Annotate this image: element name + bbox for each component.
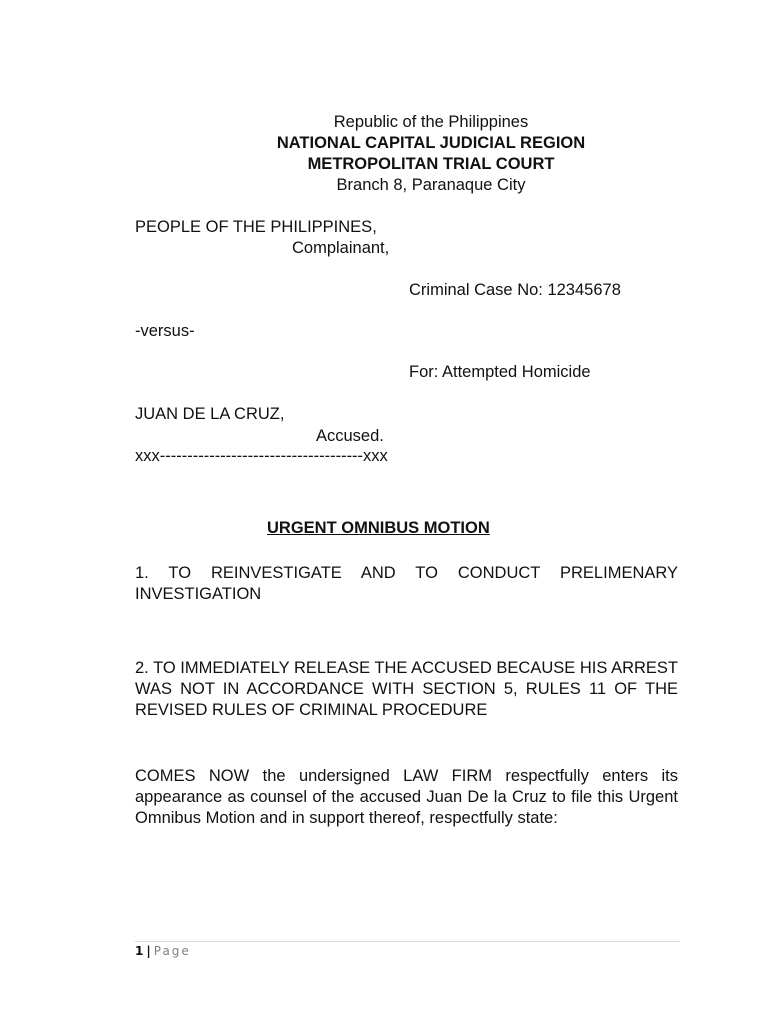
motion-item-2: 2. TO IMMEDIATELY RELEASE THE ACCUSED BECAUSE HIS ARREST WAS NOT IN ACCORDANCE WITH SECTION 5, RULES 11 OF THE REVISED RULES OF CRIMINAL PROCEDURE [135, 659, 678, 719]
header-region: NATIONAL CAPITAL JUDICIAL REGION [276, 134, 586, 152]
accused-name: JUAN DE LA CRUZ, [135, 405, 285, 423]
motion-item-1: 1. TO REINVESTIGATE AND TO CONDUCT PRELIMENARY INVESTIGATION [135, 564, 678, 603]
header-court: METROPOLITAN TRIAL COURT [307, 155, 555, 173]
page-number: 1 [135, 944, 144, 958]
offense-label: For: Attempted Homicide [409, 363, 591, 381]
plaintiff-role: Complainant, [292, 239, 390, 257]
footer-separator: | [146, 944, 151, 958]
versus-label: -versus- [135, 322, 195, 340]
header-republic: Republic of the Philippines [333, 113, 529, 131]
case-number: Criminal Case No: 12345678 [409, 281, 621, 299]
motion-title: URGENT OMNIBUS MOTION [267, 519, 490, 537]
footer-divider [135, 941, 680, 942]
header-branch: Branch 8, Paranaque City [336, 176, 526, 194]
accused-role: Accused. [316, 427, 384, 445]
caption-separator: xxx-------------------------------------xxx [135, 447, 388, 465]
motion-body-paragraph: COMES NOW the undersigned LAW FIRM respectfully enters its appearance as counsel of the accused Juan De la Cruz to file this Urgent Omnibus Motion and in support thereof, respectfully state: [135, 767, 678, 827]
page-footer [135, 943, 191, 959]
page-label: Page [153, 944, 191, 958]
plaintiff-name: PEOPLE OF THE PHILIPPINES, [135, 218, 377, 236]
